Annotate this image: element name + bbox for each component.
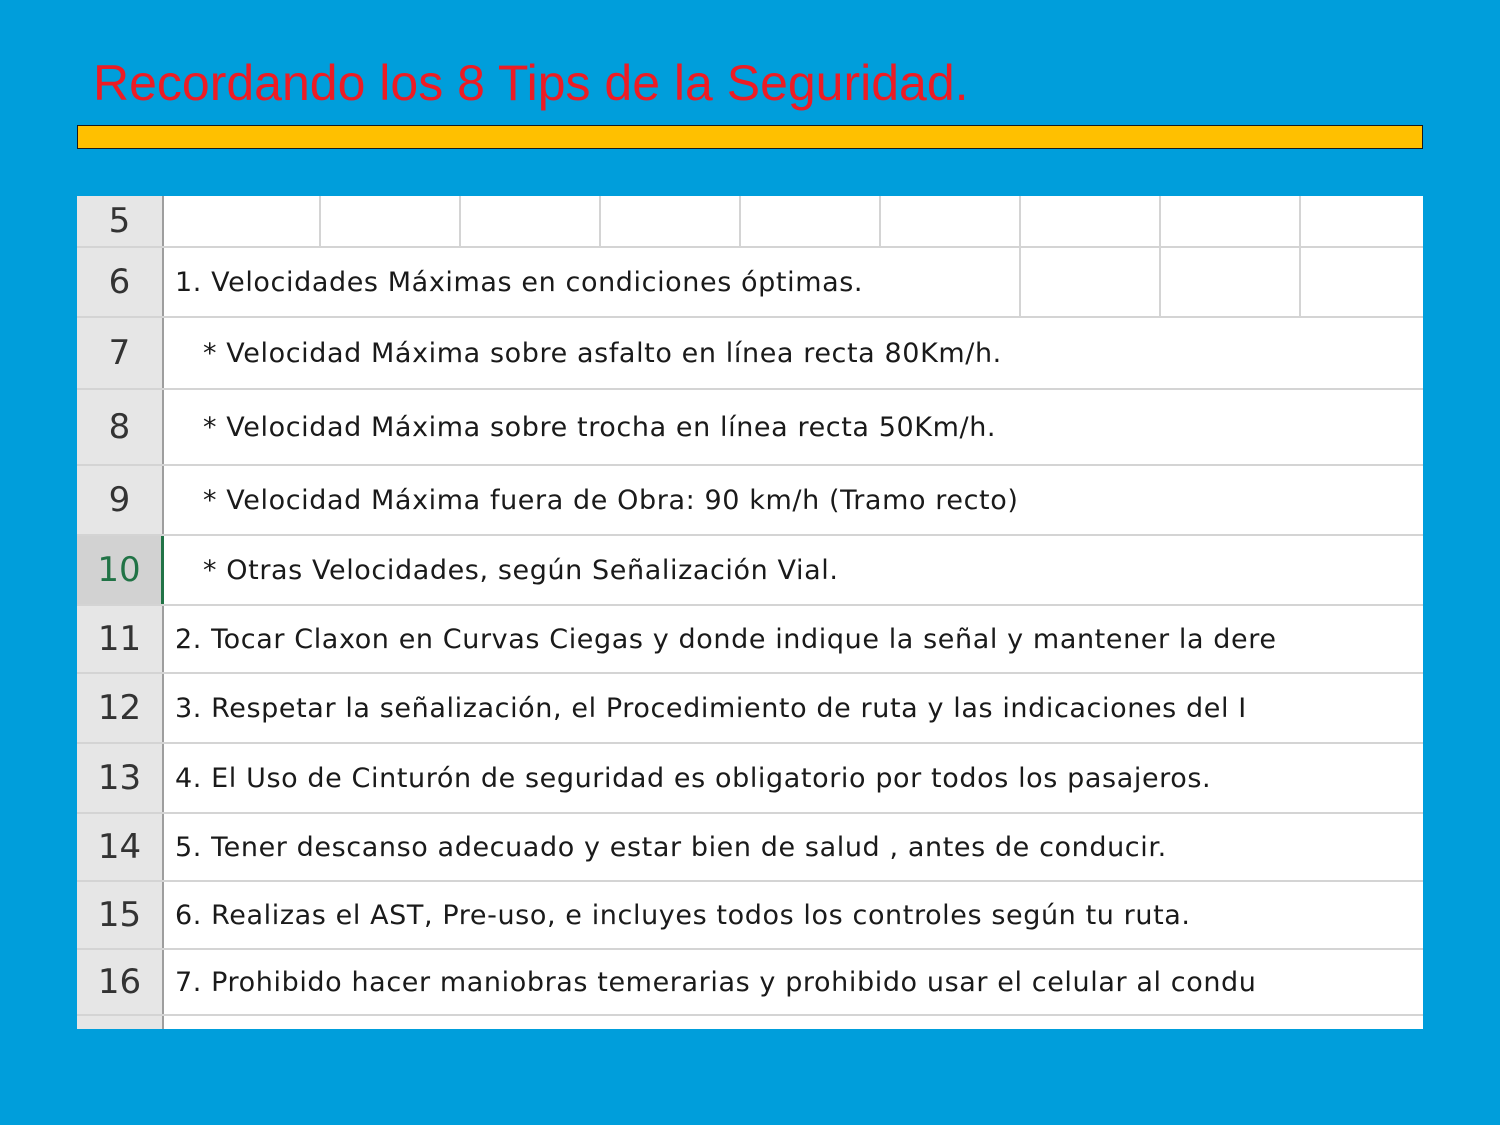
sheet-row [77,744,1423,814]
tip-heading: 5. Tener descanso adecuado y estar bien de salud , antes de conducir. [175,831,1167,863]
column-gridline [739,196,741,246]
row-header: 12 [77,674,164,742]
sheet-row [77,950,1423,1016]
tip-heading: 1. Velocidades Máximas en condiciones óptimas. [175,266,864,298]
row-header: 14 [77,814,164,880]
column-gridline [319,196,321,246]
sheet-row-selected [77,536,1423,606]
tip-heading: 2. Tocar Claxon en Curvas Ciegas y donde indique la señal y mantener la dere [175,623,1277,655]
column-gridline [1019,248,1021,316]
sheet-row [77,814,1423,882]
row-header-selected: 10 [77,536,164,604]
slide-title: Recordando los 8 Tips de la Seguridad. [93,55,969,111]
sheet-row [77,882,1423,950]
spreadsheet-screenshot [77,196,1423,1029]
column-gridline [1299,196,1301,246]
tip-heading: 7. Prohibido hacer maniobras temerarias y prohibido usar el celular al condu [175,966,1257,998]
column-gridline [879,196,881,246]
row-header: 5 [77,196,164,246]
row-header: 15 [77,882,164,948]
column-gridline [1159,248,1161,316]
tip-subitem: * Velocidad Máxima fuera de Obra: 90 km/h (Tramo recto) [203,484,1019,516]
row-header: 16 [77,950,164,1014]
row-header: 8 [77,390,164,464]
sheet-row [77,318,1423,390]
row-header: 6 [77,248,164,316]
sheet-row [77,466,1423,536]
tip-subitem: * Otras Velocidades, según Señalización Vial. [203,554,839,586]
column-gridline [599,196,601,246]
sheet-row [77,248,1423,318]
column-gridline [1299,248,1301,316]
row-header [77,1016,164,1029]
column-gridline [459,196,461,246]
column-gridline [1159,196,1161,246]
tip-heading: 4. El Uso de Cinturón de seguridad es obligatorio por todos los pasajeros. [175,762,1212,794]
tip-subitem: * Velocidad Máxima sobre asfalto en línea recta 80Km/h. [203,337,1002,369]
sheet-row [77,390,1423,466]
tip-heading: 6. Realizas el AST, Pre-uso, e incluyes todos los controles según tu ruta. [175,899,1191,931]
row-header: 13 [77,744,164,812]
row-header: 7 [77,318,164,388]
tip-heading: 3. Respetar la señalización, el Procedimiento de ruta y las indicaciones del I [175,692,1247,724]
tip-subitem: * Velocidad Máxima sobre trocha en línea recta 50Km/h. [203,411,997,443]
row-header: 9 [77,466,164,534]
sheet-row-partial [77,1016,1423,1029]
row-header: 11 [77,606,164,672]
title-underline-bar [77,125,1423,149]
sheet-row [77,196,1423,248]
column-gridline [1019,196,1021,246]
sheet-row [77,606,1423,674]
sheet-row [77,674,1423,744]
